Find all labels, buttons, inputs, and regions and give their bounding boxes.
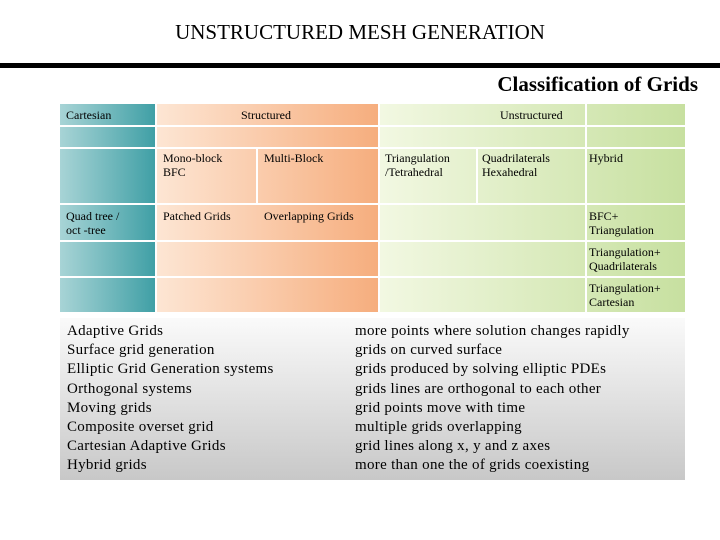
classification-grid	[60, 104, 685, 312]
cell-line: Quad tree /	[66, 209, 120, 223]
grid-line	[60, 125, 685, 127]
grid-line	[256, 147, 258, 203]
definitions-box	[60, 318, 685, 480]
cell-triangulation-cartesian	[589, 281, 661, 309]
header-unstructured: Unstructured	[500, 108, 563, 122]
definition-term: Orthogonal systems	[67, 380, 192, 397]
grid-line	[60, 147, 685, 149]
definition-desc: grid points move with time	[355, 399, 526, 416]
cell-line: BFC+	[589, 209, 619, 223]
grid-line	[155, 104, 157, 312]
cell-quadrilaterals	[482, 151, 550, 179]
grid-line	[60, 203, 685, 205]
cell-line: Triangulation+	[589, 245, 661, 259]
definition-desc: multiple grids overlapping	[355, 419, 522, 436]
cell-triangulation-quadrilaterals	[589, 245, 661, 273]
cell-line: BFC	[163, 165, 186, 179]
cell-line: Triangulation	[385, 151, 450, 165]
grid-line	[378, 104, 380, 312]
definition-term: Hybrid grids	[67, 457, 147, 474]
cell-line: Cartesian	[589, 295, 635, 309]
definition-desc: grids produced by solving elliptic PDEs	[355, 361, 607, 378]
definition-desc: grids on curved surface	[355, 342, 503, 359]
cell-mono-block	[163, 151, 222, 179]
cell-overlapping-grids: Overlapping Grids	[264, 209, 354, 223]
cell-line: Hexahedral	[482, 165, 538, 179]
header-cartesian: Cartesian	[66, 108, 112, 122]
grid-line	[60, 276, 685, 278]
cell-quad-tree	[66, 209, 119, 237]
cell-line: Triangulation	[589, 223, 654, 237]
cartesian-column	[60, 104, 156, 312]
definition-descriptions	[355, 322, 630, 476]
definition-term: Surface grid generation	[67, 342, 215, 359]
definition-term: Adaptive Grids	[67, 323, 164, 339]
cell-hybrid: Hybrid	[589, 151, 623, 165]
cell-line: Mono-block	[163, 151, 223, 165]
definition-term: Elliptic Grid Generation systems	[67, 361, 274, 378]
grid-line	[585, 104, 587, 312]
definition-desc: grids lines are orthogonal to each other	[355, 380, 602, 397]
cell-line: oct -tree	[66, 223, 106, 237]
cell-line: Quadrilaterals	[482, 151, 550, 165]
title-divider	[0, 63, 720, 68]
header-structured: Structured	[241, 108, 291, 122]
definition-term: Composite overset grid	[67, 419, 214, 436]
slide-subtitle: Classification of Grids	[497, 72, 698, 96]
definition-term: Cartesian Adaptive Grids	[67, 438, 226, 455]
definition-term: Moving grids	[67, 399, 152, 416]
cell-multi-block: Multi-Block	[264, 151, 324, 165]
grid-line	[60, 240, 685, 242]
definition-desc: more than one the of grids coexisting	[355, 457, 590, 474]
cell-line: Triangulation+	[589, 281, 661, 295]
grid-line	[476, 147, 478, 203]
structured-column	[156, 104, 380, 312]
cell-patched-grids: Patched Grids	[163, 209, 231, 223]
cell-bfc-triangulation	[589, 209, 654, 237]
slide-title: UNSTRUCTURED MESH GENERATION	[175, 20, 545, 44]
cell-triangulation	[385, 151, 450, 179]
cell-line: Quadrilaterals	[589, 259, 657, 273]
definition-desc: more points where solution changes rapidly	[355, 323, 630, 339]
definition-terms	[67, 322, 274, 476]
cell-line: /Tetrahedral	[385, 165, 443, 179]
definition-desc: grid lines along x, y and z axes	[355, 438, 551, 455]
